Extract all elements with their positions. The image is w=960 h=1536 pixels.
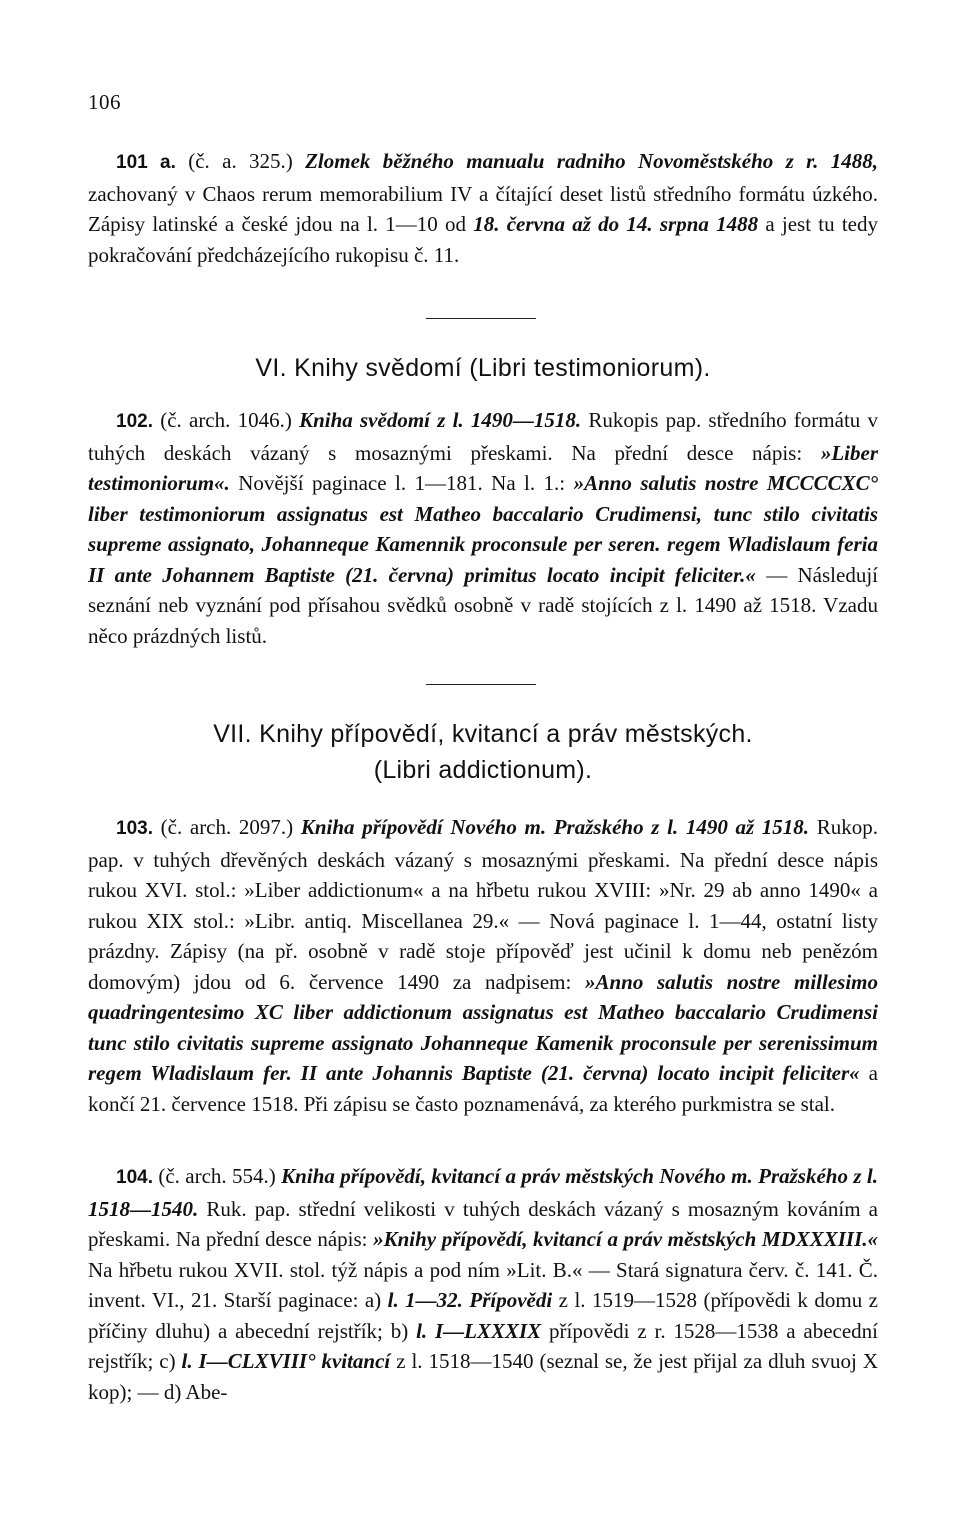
entry-body: zachovaný v Chaos rerum memorabilium IV a čítající deset listů středního formátu úzkého. Zápisy latinské a české jdou na l. 1—10 od xyxy=(88,181,878,236)
entry-body: Rukopis pap. středního formátu v tuhých deskách vázaný s mosaznými přeskami. Na přední desce nápis: xyxy=(88,408,878,465)
entry-101a xyxy=(88,146,878,270)
entry-quote: »Anno salutis nostre MCCCCXC° liber testimoniorum assignatus est Matheo baccalario Crudimensi, tunc stilo civitatis supreme assignato, Johanneque Kamennik proconsule per seren. regem Wladislaum feria II ante Johannem Baptiste (21. června) primitus locato incipit feliciter.« xyxy=(88,471,878,587)
entry-body: Novější paginace l. 1—181. Na l. 1.: xyxy=(229,471,574,495)
section-heading-line: VII. Knihy přípovědí, kvitancí a práv městských. xyxy=(213,720,753,748)
entry-body: a jest tu tedy pokračování předcházejícího rukopisu č. 11. xyxy=(88,212,878,267)
entry-body: z l. 1518—1540 (seznal se, že jest přijal za dluh svuoj X kop); — d) Abe- xyxy=(88,1349,878,1404)
entry-title: Zlomek běžného manualu radniho Novoměstského z r. 1488, xyxy=(305,149,878,173)
entry-body: z l. 1519—1528 (přípovědi k domu z příčiny dluhu) a abecední rejstřík; b) xyxy=(88,1288,878,1343)
section-divider xyxy=(426,318,536,319)
page-number: 106 xyxy=(88,90,121,114)
entry-102 xyxy=(88,405,878,651)
entry-reference: (č. a. 325.) xyxy=(175,149,306,173)
entry-reference: (č. arch. 554.) xyxy=(152,1164,282,1188)
entry-body: — Následují seznání neb vyznání pod přísahou svědků osobně v radě stojících z l. 1490 až 1518. Vzadu něco prázdných listů. xyxy=(88,562,878,648)
entry-part-b: l. I—LXXXIX xyxy=(416,1318,542,1343)
entry-reference: (č. arch. 1046.) xyxy=(152,408,300,432)
entry-number: 104. xyxy=(116,1167,153,1188)
section-heading-line: (Libri addictionum). xyxy=(373,756,593,784)
entry-title: Kniha přípovědí, kvitancí a práv městských Nového m. Pražského z l. 1518—1540. xyxy=(88,1164,878,1221)
entry-quote: »Anno salutis nostre millesimo quadringentesimo XC liber addictionum assignatus est Matheo baccalario Crudimensi tunc stilo civitatis supreme assignato Johanneque Kamenik proconsule per serenissimum regem Wladislaum fer. II ante Johannis Baptiste (21. června) locato incipit feliciter« xyxy=(88,969,878,1085)
entry-reference: (č. arch. 2097.) xyxy=(152,815,301,839)
section-heading-vi: VI. Knihy svědomí (Libri testimoniorum). xyxy=(255,354,711,382)
entry-part-c: l. I—CLXVIII° kvitancí xyxy=(181,1349,391,1373)
entry-dates: 18. června až do 14. srpna 1488 xyxy=(473,212,759,236)
entry-body: Na hřbetu rukou XVII. stol. týž nápis a pod ním »Lit. B.« — Stará signatura červ. č. 141. Č. invent. VI., 21. Starší paginace: a) xyxy=(88,1257,878,1312)
entry-title: Kniha svědomí z l. 1490—1518. xyxy=(299,408,582,432)
entry-103 xyxy=(88,812,878,1119)
entry-number: 101 a. xyxy=(116,152,176,173)
entry-body: Ruk. pap. střední velikosti v tuhých deskách vázaný s mosazným kováním a přeskami. Na přední desce nápis: xyxy=(88,1196,878,1251)
entry-body: a končí 21. července 1518. Při zápisu se často poznamenává, za kterého purkmistra se stal. xyxy=(88,1061,878,1116)
entry-body: přípovědi z r. 1528—1538 a abecední rejstřík; c) xyxy=(88,1318,879,1373)
section-heading-vii xyxy=(88,716,878,788)
entry-number: 102. xyxy=(116,411,153,432)
entry-title: Kniha přípovědí Nového m. Pražského z l. 1490 až 1518. xyxy=(300,815,810,839)
entry-number: 103. xyxy=(116,818,153,839)
section-divider xyxy=(426,684,536,685)
entry-part-a: l. 1—32. Přípovědi xyxy=(387,1288,553,1312)
entry-body: Rukop. pap. v tuhých dřevěných deskách vázaný s mosaznými přeskami. Na přední desce nápis rukou XVI. stol.: »Liber addictionum« a na hřbetu rukou XVIII: »Nr. 29 ab anno 1490« a rukou XIX stol.: »Libr. antiq. Miscellanea 29.« — Nová paginace l. 1—44, ostatní listy prázdny. Zápisy (na př. osobně v radě stoje přípověď jest učinil k domu neb penězóm domovým) jdou od 6. července 1490 za nadpisem: xyxy=(88,815,878,994)
entry-inscription: »Knihy přípovědí, kvitancí a práv městských MDXXXIII.« xyxy=(373,1227,878,1251)
entry-104 xyxy=(88,1161,878,1407)
entry-inscription: »Liber testimoniorum«. xyxy=(88,440,878,495)
